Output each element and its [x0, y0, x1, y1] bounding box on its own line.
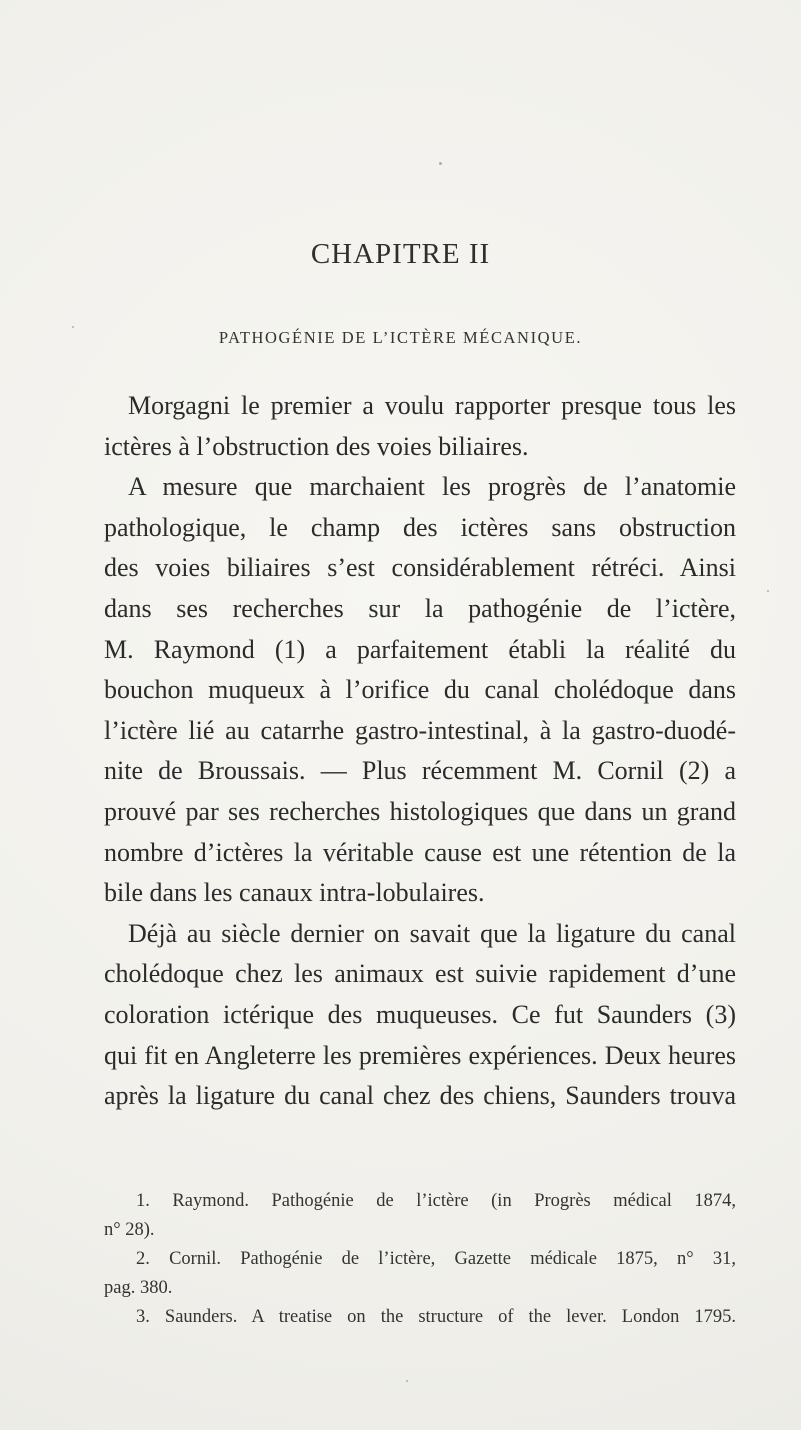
body-line: bouchon muqueux à l’orifice du canal cholédoque dans	[104, 675, 736, 705]
footnote-line: n° 28).	[104, 1220, 155, 1240]
body-line: nombre d’ictères la véritable cause est une rétention de la	[104, 837, 736, 867]
body-line: coloration ictérique des muqueuses. Ce fut Saunders (3)	[104, 999, 736, 1029]
paper-speck	[406, 1380, 408, 1382]
body-line: l’ictère lié au catarrhe gastro-intestinal, à la gastro-duodé-	[104, 715, 736, 745]
paper-speck	[439, 162, 442, 165]
chapter-title: CHAPITRE II	[310, 238, 491, 270]
body-line: des voies biliaires s’est considérablement rétréci. Ainsi	[104, 553, 736, 583]
body-line: M. Raymond (1) a parfaitement établi la réalité du	[104, 634, 736, 664]
footnote-line: 3. Saunders. A treatise on the structure of the lever. London 1795.	[136, 1307, 736, 1327]
body-line: A mesure que marchaient les progrès de l’anatomie	[128, 472, 736, 502]
paper-speck	[72, 326, 74, 328]
body-text	[104, 386, 736, 1117]
body-line: pathologique, le champ des ictères sans obstruction	[104, 512, 736, 542]
footnote-line: 2. Cornil. Pathogénie de l’ictère, Gazette médicale 1875, n° 31,	[136, 1249, 736, 1269]
body-line: Déjà au siècle dernier on savait que la ligature du canal	[128, 918, 736, 948]
paper-speck	[767, 590, 769, 592]
body-line: cholédoque chez les animaux est suivie rapidement d’une	[104, 959, 736, 989]
body-line: nite de Broussais. — Plus récemment M. Cornil (2) a	[104, 756, 736, 786]
footnote-line: 1. Raymond. Pathogénie de l’ictère (in Progrès médical 1874,	[136, 1191, 736, 1211]
footnotes	[104, 1187, 736, 1332]
body-line: Morgagni le premier a voulu rapporter presque tous les	[128, 391, 736, 420]
section-title: PATHOGÉNIE DE L’ICTÈRE MÉCANIQUE.	[218, 328, 583, 347]
body-line: dans ses recherches sur la pathogénie de l’ictère,	[104, 593, 736, 623]
footnote-line: pag. 380.	[104, 1278, 173, 1298]
body-line: qui fit en Angleterre les premières expériences. Deux heures	[104, 1040, 736, 1070]
body-line: ictères à l’obstruction des voies biliaires.	[104, 431, 529, 461]
body-line: bile dans les canaux intra-lobulaires.	[104, 878, 485, 908]
body-line: prouvé par ses recherches histologiques que dans un grand	[104, 796, 736, 826]
body-line: après la ligature du canal chez des chiens, Saunders trouva	[104, 1081, 736, 1111]
